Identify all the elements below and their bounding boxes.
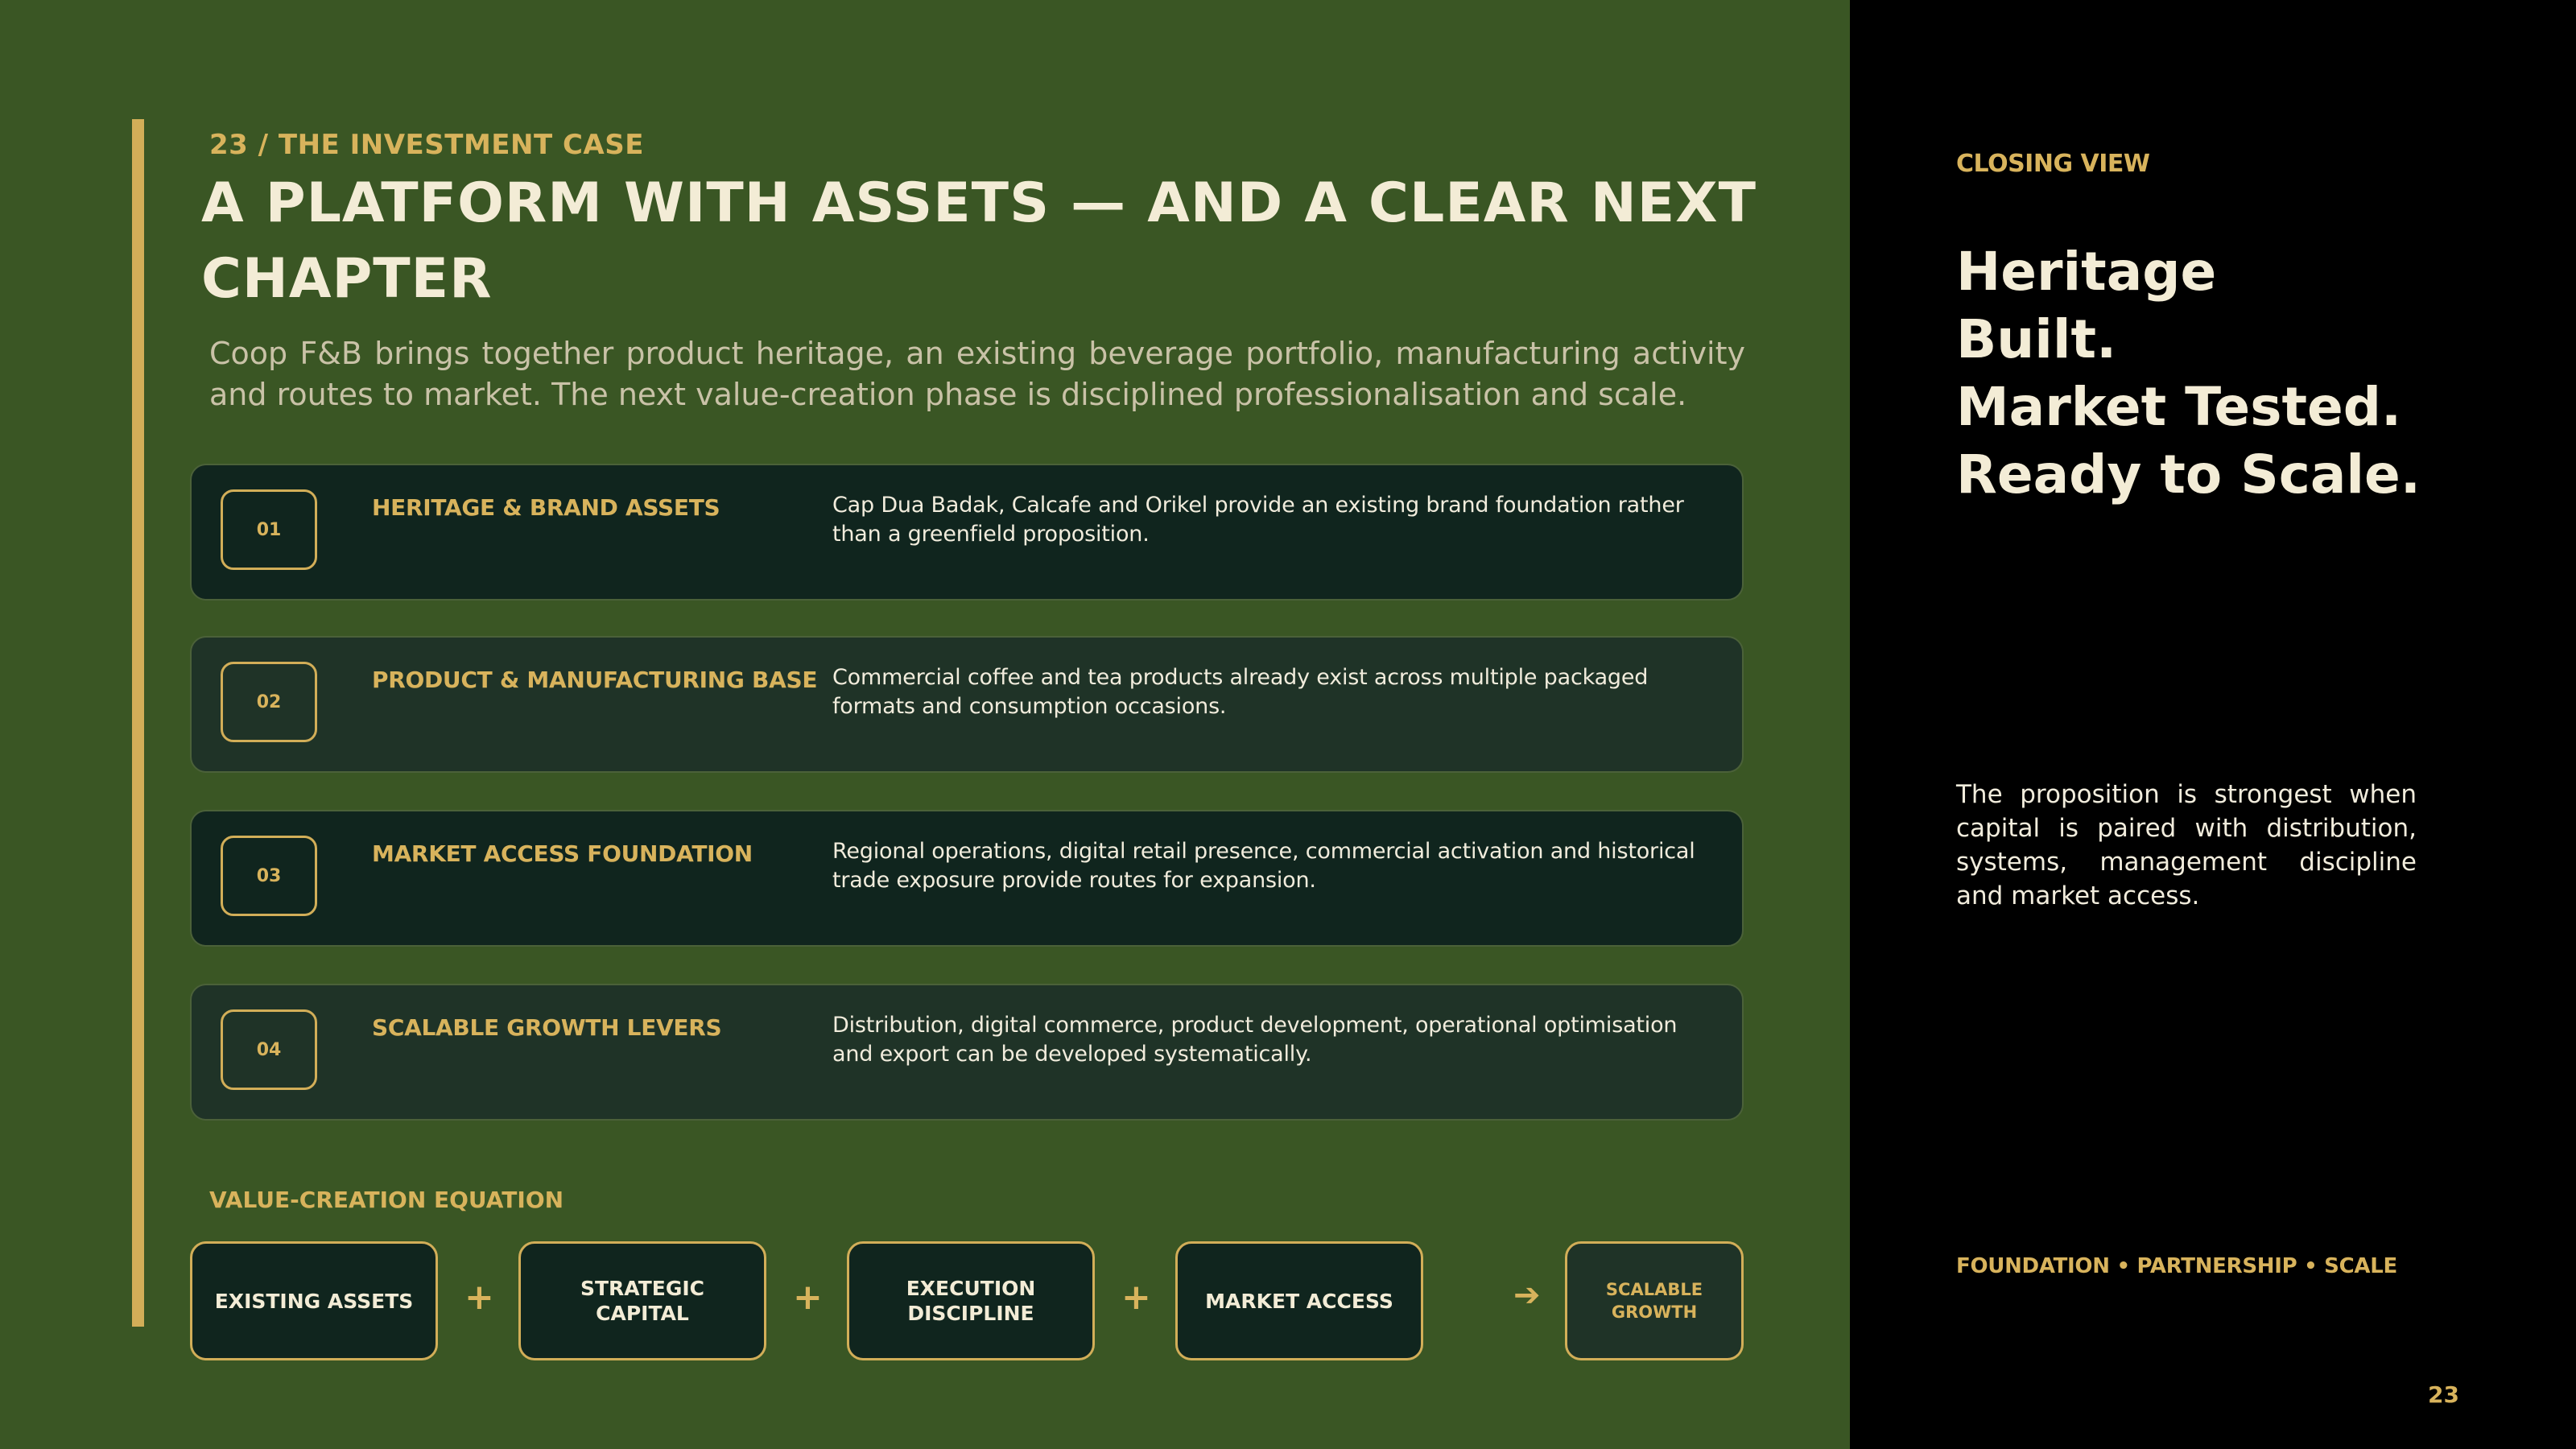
accent-bar	[132, 119, 144, 1327]
equation-term-market-access: MARKET ACCESS	[1175, 1241, 1423, 1360]
headline-line: Built.	[1956, 308, 2117, 370]
card-heritage-brand-assets	[190, 464, 1744, 601]
plus-operator: +	[793, 1277, 823, 1318]
card-product-manufacturing-base	[190, 636, 1744, 773]
arrow-right-icon: ➔	[1513, 1277, 1541, 1314]
page-number: 23	[2428, 1381, 2459, 1408]
headline-line: Heritage	[1956, 241, 2217, 303]
closing-headline	[1956, 238, 2421, 509]
card-market-access-foundation	[190, 810, 1744, 947]
card-number-badge: 01	[221, 489, 317, 570]
card-title: HERITAGE & BRAND ASSETS	[372, 494, 720, 521]
card-description: Distribution, digital commerce, product development, operational optimisation and export can be developed systematically.	[832, 1013, 1678, 1067]
closing-panel	[1850, 0, 2576, 1449]
card-number-badge: 02	[221, 662, 317, 742]
card-number-badge: 04	[221, 1009, 317, 1090]
equation-term-strategic-capital: STRATEGIC CAPITAL	[518, 1241, 766, 1360]
plus-operator: +	[1121, 1277, 1151, 1318]
equation-term-execution-discipline: EXECUTION DISCIPLINE	[847, 1241, 1095, 1360]
page-title: A PLATFORM WITH ASSETS — AND A CLEAR NEXT CHAPTER	[201, 171, 1757, 311]
equation-result-scalable-growth: SCALABLE GROWTH	[1565, 1241, 1744, 1360]
card-description: Regional operations, digital retail presence, commercial activation and historical trade exposure provide routes for expansion.	[832, 839, 1695, 893]
closing-footer: FOUNDATION • PARTNERSHIP • SCALE	[1956, 1254, 2397, 1278]
section-kicker: 23 / THE INVESTMENT CASE	[209, 129, 644, 161]
card-description: Cap Dua Badak, Calcafe and Orikel provide an existing brand foundation rather than a greenfield proposition.	[832, 493, 1684, 547]
card-title: PRODUCT & MANUFACTURING BASE	[372, 667, 818, 693]
card-scalable-growth-levers	[190, 984, 1744, 1121]
card-title: MARKET ACCESS FOUNDATION	[372, 840, 753, 867]
card-title: SCALABLE GROWTH LEVERS	[372, 1014, 722, 1041]
equation-label: VALUE-CREATION EQUATION	[209, 1187, 564, 1213]
page-subtitle: Coop F&B brings together product heritage, an existing beverage portfolio, manufacturing activity and routes to market. The next value-creation phase is disciplined professionalisation and scale.	[209, 336, 1745, 412]
equation-term-existing-assets: EXISTING ASSETS	[190, 1241, 438, 1360]
closing-body: The proposition is strongest when capital is paired with distribution, systems, management discipline and market access.	[1956, 780, 2417, 910]
card-number-badge: 03	[221, 836, 317, 916]
headline-line: Ready to Scale.	[1956, 444, 2421, 506]
plus-operator: +	[464, 1277, 494, 1318]
card-description: Commercial coffee and tea products already exist across multiple packaged formats and consumption occasions.	[832, 665, 1649, 719]
headline-line: Market Tested.	[1956, 376, 2402, 438]
closing-kicker: CLOSING VIEW	[1956, 150, 2150, 178]
